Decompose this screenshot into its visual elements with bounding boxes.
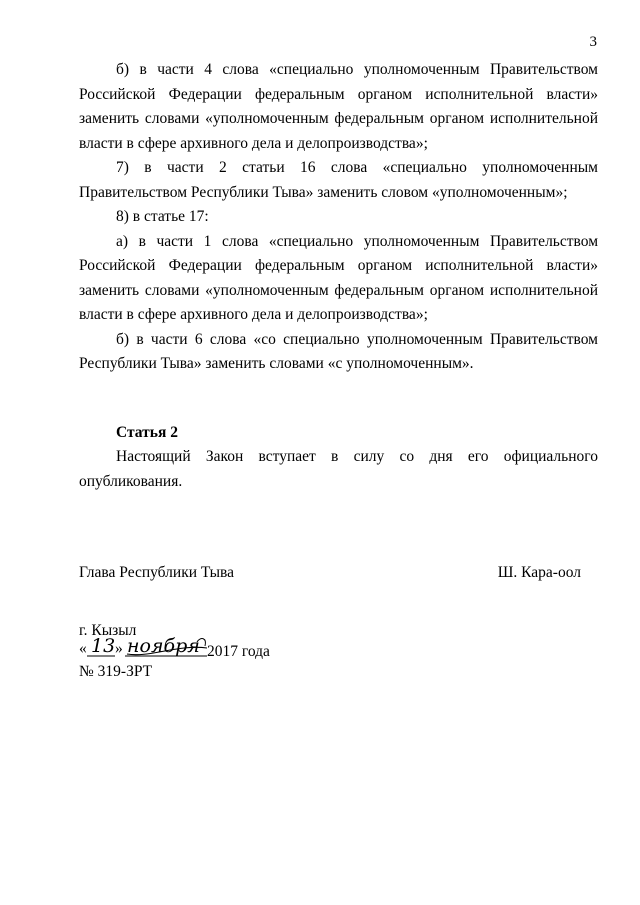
signatory-name: Ш. Кара-оол [497, 564, 581, 581]
date-year: 2017 года [207, 643, 270, 660]
article-2-text: Настоящий Закон вступает в силу со дня его официального опубликования. [79, 448, 598, 490]
amendment-paragraph-b-part-6: б) в части 6 слова «со специально уполномоченным Правительством Республики Тыва» заменить словами «с уполномоченным». [79, 330, 598, 372]
handwritten-day: 13 [91, 635, 116, 657]
amendment-paragraph-b-part-4: б) в части 4 слова «специально уполномоченным Правительством Российской Федерации федеральным органом исполнительной власти» заменить словами «уполномоченным федеральным органом исполнительной власти в сфере архивного дела и делопроизводства»; [79, 61, 598, 152]
amendment-paragraph-a-part-1: а) в части 1 слова «специально уполномоченным Правительством Российской Федерации федеральным органом исполнительной власти» заменить словами «уполномоченным федеральным органом исполнительной власти в сфере архивного дела и делопроизводства»; [79, 232, 598, 323]
amendment-paragraph-7: 7) в части 2 статьи 16 слова «специально уполномоченным Правительством Республики Тыва» заменить словом «уполномоченным»; [79, 159, 598, 201]
city: г. Кызыл [79, 622, 137, 639]
handwritten-month: ноября [127, 635, 200, 657]
law-number: № 319-ЗРТ [79, 663, 153, 680]
handwritten-date [79, 634, 211, 664]
article-2-heading: Статья 2 [116, 423, 178, 441]
spacer [79, 377, 598, 401]
svg-text:«: « [79, 640, 87, 657]
signatory-position: Глава Республики Тыва [79, 564, 235, 581]
svg-text:»: » [115, 640, 123, 657]
amendment-paragraph-8: 8) в статье 17: [116, 208, 209, 225]
document-footer [79, 621, 270, 681]
document-body [79, 58, 598, 494]
signing-date [79, 635, 270, 662]
page-number: 3 [589, 34, 597, 50]
